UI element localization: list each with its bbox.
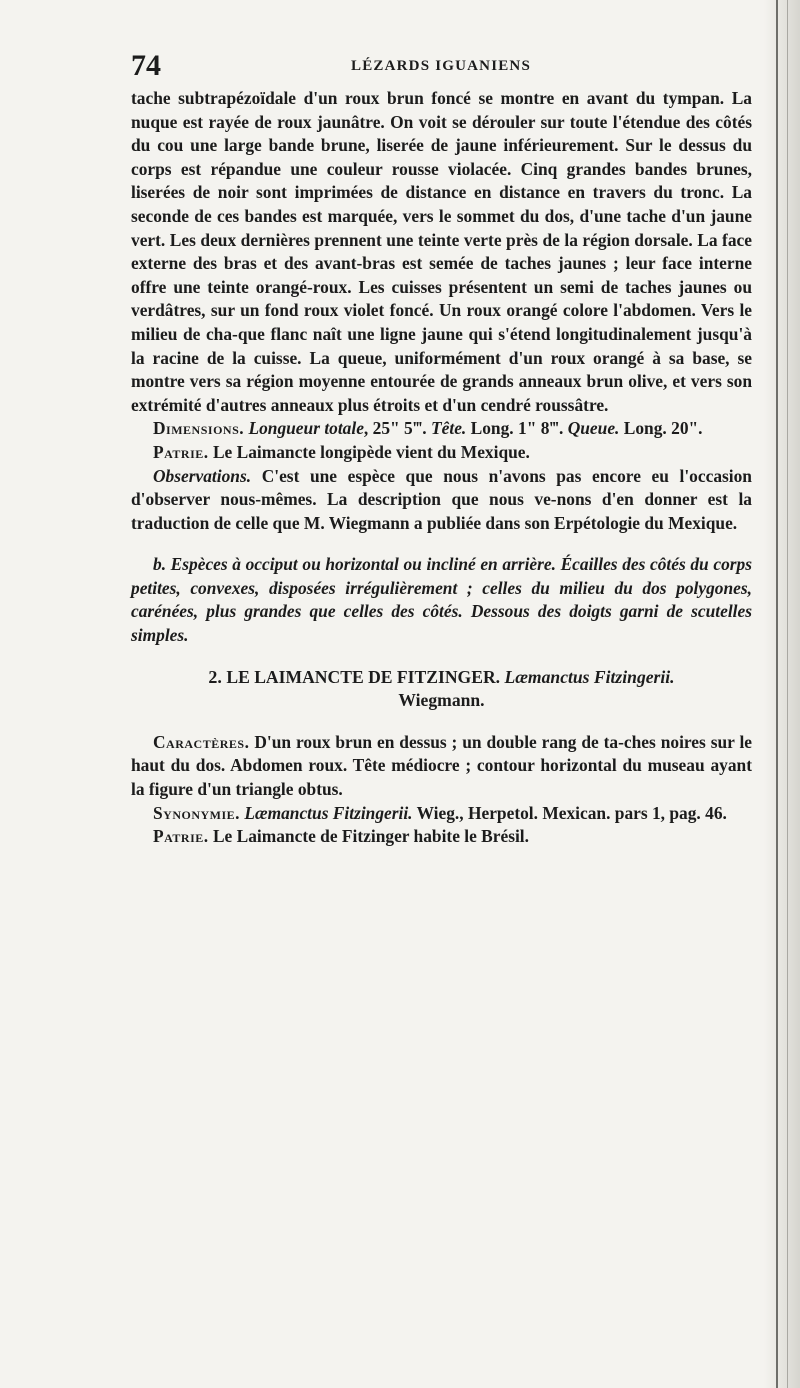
synonymie-label: Synonymie. xyxy=(153,802,241,823)
caracteres-label: Caractères. xyxy=(153,731,250,752)
species-heading xyxy=(131,666,752,713)
queue-value: Long. 20". xyxy=(623,418,703,439)
paragraph-observations xyxy=(131,465,752,536)
longueur-label: Longueur totale xyxy=(248,418,364,439)
caracteres-text: D'un roux brun en dessus ; un double rang de ta-ches noires sur le haut du dos. Abdomen roux. Tête médiocre ; contour horizontal du museau ayant la figure d'un triangle obtus. xyxy=(131,731,752,800)
longueur-value: , 25" 5‴. xyxy=(363,418,427,439)
synonymie-latin: Læmanctus Fitzingerii. xyxy=(244,802,413,823)
species-latin: Læmanctus Fitzingerii. xyxy=(504,666,675,687)
page-edge-line xyxy=(776,0,778,1388)
synonymie-text: Wieg., Herpetol. Mexican. pars 1, pag. 46. xyxy=(416,802,727,823)
page-gutter-shadow xyxy=(764,0,800,1388)
paragraph-caracteres xyxy=(131,731,752,802)
page-body xyxy=(131,87,752,849)
species-name: LE LAIMANCTE DE FITZINGER. xyxy=(226,666,501,687)
running-head: LÉZARDS IGUANIENS xyxy=(350,58,532,74)
paragraph-dimensions xyxy=(131,417,752,441)
patrie-label-2: Patrie. xyxy=(153,826,209,847)
page-header xyxy=(131,48,751,88)
paragraph-patrie-2 xyxy=(131,825,752,849)
page-edge-line-secondary xyxy=(787,0,788,1388)
species-number: 2. xyxy=(208,666,222,687)
paragraph-synonymie xyxy=(131,802,752,826)
paragraph-patrie-1 xyxy=(131,441,752,465)
queue-label: Queue. xyxy=(567,418,620,439)
section-b-letter: b. xyxy=(153,554,167,575)
dimensions-label: Dimensions. xyxy=(153,418,245,439)
patrie-text-1: Le Laimancte longipède vient du Mexique. xyxy=(212,441,530,462)
page-number: 74 xyxy=(131,49,161,82)
observations-text: C'est une espèce que nous n'avons pas encore eu l'occasion d'observer nous-mêmes. La description que nous ve-nons d'en donner est la traduction de celle que M. Wiegmann a publiée dans son Erpétologie du Mexique. xyxy=(131,465,752,533)
section-b-text: Espèces à occiput ou horizontal ou incliné en arrière. Écailles des côtés du corps petites, convexes, disposées irrégulièrement ; celles du milieu du dos polygones, carénées, plus grandes que celles des côtés. Dessous des doigts garni de scutelles simples. xyxy=(131,554,752,646)
paragraph-description: tache subtrapézoïdale d'un roux brun foncé se montre en avant du tympan. La nuque est rayée de roux jaunâtre. On voit se dérouler sur toute l'étendue des côtés du cou une large bande brune, liserée de jaune inférieurement. Sur le dessus du corps est répandue une couleur rousse violacée. Cinq grandes bandes brunes, liserées de noir sont imprimées de distance en distance en travers du tronc. La seconde de ces bandes est marquée, vers le sommet du dos, d'une tache d'un jaune vert. Les deux dernières prennent une teinte verte près de la région dorsale. La face externe des bras et des avant-bras est semée de taches jaunes ; leur face interne offre une teinte orangé-roux. Les cuisses présentent un semi de taches jaunes ou verdâtres, sur un fond roux violet foncé. Un roux orangé colore l'abdomen. Vers le milieu de cha-que flanc naît une ligne jaune qui s'étend longitudinalement jusqu'à la racine de la cuisse. La queue, uniformément d'un roux orangé à sa base, se montre vers sa région moyenne entourée de grands anneaux brun olive, et vers son extrémité d'autres anneaux plus étroits et d'un cendré roussâtre. xyxy=(131,88,752,415)
patrie-text-2: Le Laimancte de Fitzinger habite le Brésil. xyxy=(212,826,529,847)
tete-value: Long. 1" 8‴. xyxy=(470,418,564,439)
patrie-label-1: Patrie. xyxy=(153,441,209,462)
observations-label: Observations. xyxy=(153,465,252,486)
tete-label: Tête. xyxy=(431,418,467,439)
paragraph-section-b xyxy=(131,553,752,647)
species-author: Wiegmann. xyxy=(398,690,485,711)
